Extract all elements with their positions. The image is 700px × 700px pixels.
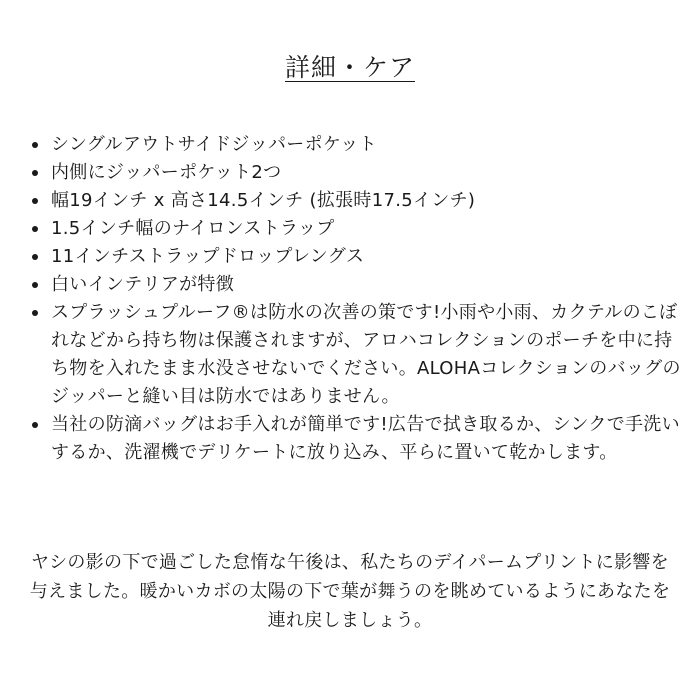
product-description: ヤシの影の下で過ごした怠惰な午後は、私たちのデイパームプリントに影響を与えました。暖かいカボの太陽の下で葉が舞うのを眺めているようにあなたを連れ戻しましょう。	[29, 552, 671, 631]
feature-item-interior: 白いインテリアが特徴	[0, 271, 700, 299]
section-title	[0, 50, 700, 86]
feature-item-dimensions: 幅19インチ x 高さ14.5インチ (拡張時17.5インチ)	[0, 187, 700, 215]
feature-item-strap-drop: 11インチストラップドロップレングス	[0, 243, 700, 271]
feature-item-inside-pockets: 内側にジッパーポケット2つ	[0, 159, 700, 187]
feature-item-splashproof: スプラッシュプルーフ®は防水の次善の策です!小雨や小雨、カクテルのこぼれなどから持ち物は保護されますが、アロハコレクションのポーチを中に持ち物を入れたまま水没させないでください。ALOHAコレクションのバッグのジッパーと縫い目は防水ではありません。	[0, 299, 700, 411]
feature-item-care: 当社の防滴バッグはお手入れが簡単です!広告で拭き取るか、シンクで手洗いするか、洗濯機でデリケートに放り込み、平らに置いて乾かします。	[0, 411, 700, 467]
section-title-text: 詳細・ケア	[284, 53, 415, 82]
feature-item-outside-pocket: シングルアウトサイドジッパーポケット	[0, 131, 700, 159]
feature-list	[0, 131, 700, 467]
feature-item-strap-width: 1.5インチ幅のナイロンストラップ	[0, 215, 700, 243]
